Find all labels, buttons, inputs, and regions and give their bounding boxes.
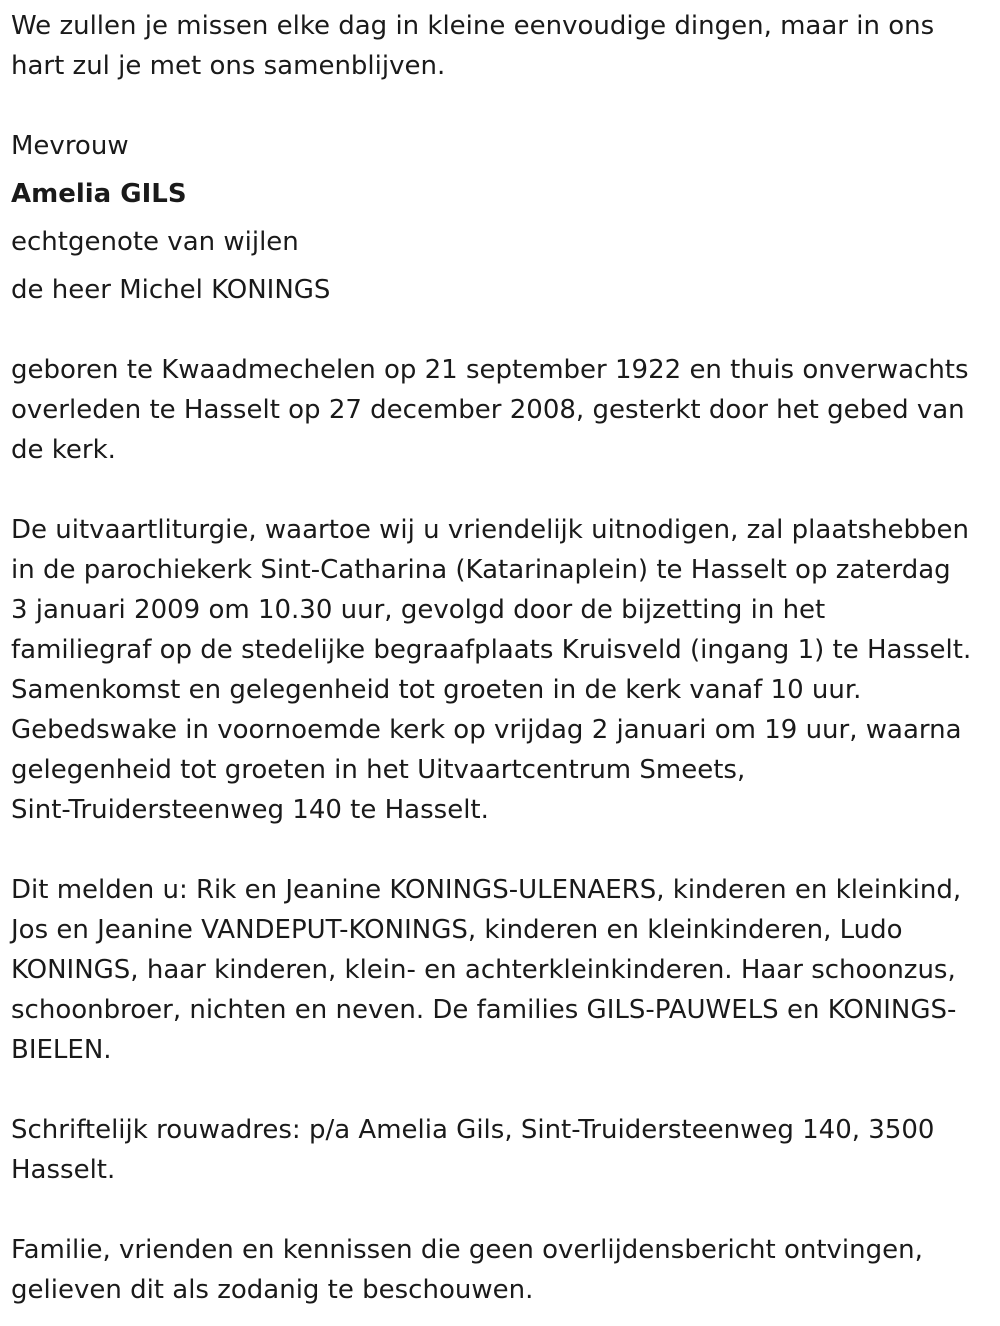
text-line: Jos en Jeanine VANDEPUT-KONINGS, kinderen en kleinkinderen, Ludo [11,915,903,945]
text-line: Sint-Truidersteenweg 140 te Hasselt. [11,795,489,825]
text-line: BIELEN. [11,1035,112,1065]
text-line: gelegenheid tot groeten in het Uitvaartcentrum Smeets, [11,755,746,785]
spouse-name: de heer Michel KONINGS [11,275,331,305]
text-line: familiegraf op de stedelijke begraafplaats Kruisveld (ingang 1) te Hasselt. [11,635,972,665]
deceased-name: Amelia GILS [11,179,187,209]
text-line: We zullen je missen elke dag in kleine eenvoudige dingen, maar in ons [11,11,935,41]
text-line: 3 januari 2009 om 10.30 uur, gevolgd door de bijzetting in het [11,595,826,625]
text-line: Gebedswake in voornoemde kerk op vrijdag 2 januari om 19 uur, waarna [11,715,962,745]
text-line: Dit melden u: Rik en Jeanine KONINGS-ULENAERS, kinderen en kleinkind, [11,875,962,905]
text-line: in de parochiekerk Sint-Catharina (Katarinaplein) te Hasselt op zaterdag [11,555,951,585]
closing-paragraph [11,1230,996,1310]
address-paragraph [11,1110,996,1190]
text-line: Hasselt. [11,1155,116,1185]
intro-paragraph [11,6,996,86]
text-line: De uitvaartliturgie, waartoe wij u vriendelijk uitnodigen, zal plaatshebben [11,515,969,545]
funeral-paragraph [11,510,996,830]
text-line: schoonbroer, nichten en neven. De families GILS-PAUWELS en KONINGS- [11,995,957,1025]
text-line: overleden te Hasselt op 27 december 2008, gesterkt door het gebed van [11,395,965,425]
text-line: gelieven dit als zodanig te beschouwen. [11,1275,534,1305]
relation-text: echtgenote van wijlen [11,227,299,257]
text-line: hart zul je met ons samenblijven. [11,51,446,81]
text-line: Schriftelijk rouwadres: p/a Amelia Gils, Sint-Truidersteenweg 140, 3500 [11,1115,935,1145]
text-line: de kerk. [11,435,116,465]
birth-death-paragraph [11,350,996,470]
text-line: KONINGS, haar kinderen, klein- en achterkleinkinderen. Haar schoonzus, [11,955,956,985]
text-line: geboren te Kwaadmechelen op 21 september 1922 en thuis onverwachts [11,355,969,385]
text-line: Samenkomst en gelegenheid tot groeten in de kerk vanaf 10 uur. [11,675,862,705]
family-paragraph [11,870,996,1070]
text-line: Familie, vrienden en kennissen die geen overlijdensbericht ontvingen, [11,1235,923,1265]
salutation: Mevrouw [11,131,129,161]
